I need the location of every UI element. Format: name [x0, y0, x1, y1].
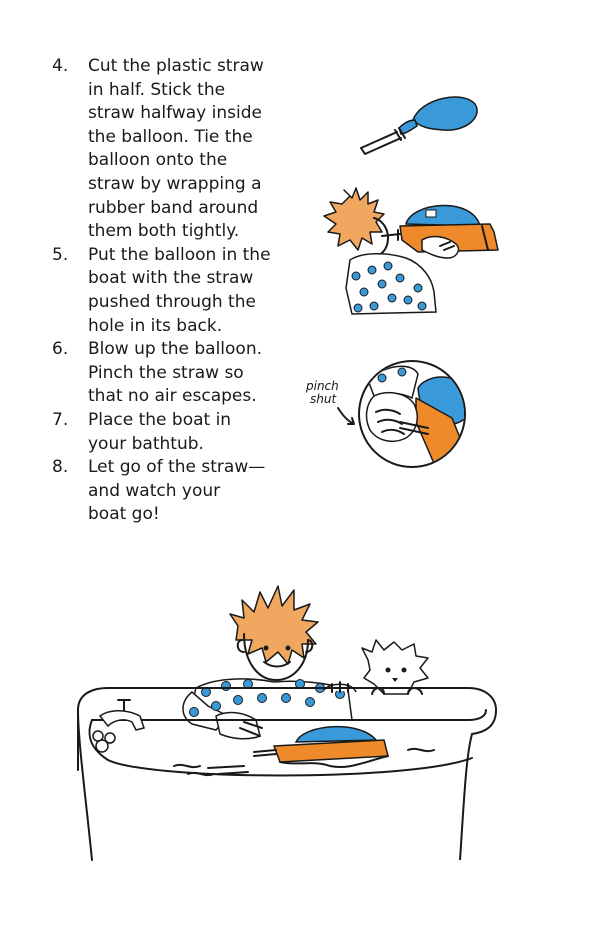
annotation-word-pinch: pinch	[306, 379, 339, 393]
step-text-line: balloon onto the	[88, 150, 228, 171]
pinch-shut-annotation	[306, 380, 339, 406]
step-number: 5.	[52, 244, 69, 265]
step-text-line: in half. Stick the	[88, 79, 226, 100]
step-text	[88, 456, 265, 527]
step-text-line: that no air escapes.	[88, 386, 257, 407]
step-text-line: Let go of the straw—	[88, 457, 266, 478]
step-number: 6.	[52, 339, 69, 360]
step-text-line: Cut the plastic straw	[88, 56, 264, 76]
step-number: 7.	[52, 409, 69, 430]
step-text-line: straw halfway inside	[88, 103, 262, 124]
step-6	[52, 338, 292, 409]
annotation-arrow	[336, 404, 360, 428]
step-text-line: rubber band around	[88, 197, 259, 218]
step-text-line: and watch your	[88, 480, 221, 501]
step-4	[52, 55, 292, 244]
step-text	[88, 409, 231, 456]
step-text-line: straw by wrapping a	[88, 173, 262, 194]
step-text-line: Blow up the balloon.	[88, 339, 263, 360]
step-number: 8.	[52, 457, 69, 478]
step-7	[52, 409, 292, 456]
step-text	[88, 55, 264, 244]
step-5	[52, 244, 292, 338]
step-text-line: boat go!	[88, 504, 160, 525]
step-text	[88, 244, 271, 338]
step-text-line: your bathtub.	[88, 433, 204, 454]
step-text-line: Pinch the straw so	[88, 362, 244, 383]
step-text-line: pushed through the	[88, 291, 256, 312]
step-text-line: Put the balloon in the	[88, 244, 271, 265]
step-text-line: the balloon. Tie the	[88, 126, 253, 147]
step-text-line: Place the boat in	[88, 409, 232, 430]
step-text-line: boat with the straw	[88, 268, 254, 289]
annotation-word-shut: shut	[310, 392, 337, 406]
instruction-steps	[52, 55, 292, 527]
child-blowing-balloon-illustration	[322, 188, 512, 318]
step-text	[88, 338, 262, 409]
bathtub-scene-illustration	[68, 570, 508, 870]
step-8	[52, 456, 292, 527]
step-text-line: hole in its back.	[88, 315, 223, 336]
step-number: 4.	[52, 56, 69, 76]
pinch-closeup-illustration	[356, 358, 476, 478]
step-text-line: them both tightly.	[88, 221, 240, 242]
balloon-straw-illustration	[355, 92, 485, 162]
